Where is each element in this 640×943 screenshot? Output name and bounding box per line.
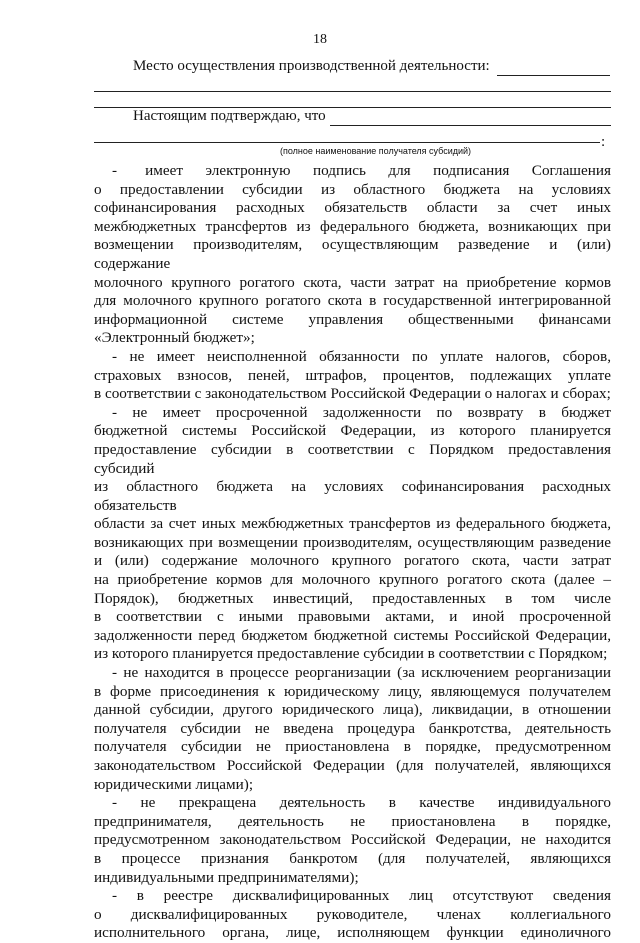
text-line: данной субсидии, другого юридического лица), ликвидации, в отношении	[94, 701, 611, 719]
text-line: исполнительного органа, лице, исполняющем функции единоличного	[94, 924, 611, 942]
text-line: получателя субсидии не приостановлена в порядке, предусмотренном	[94, 738, 611, 756]
recipient-field-line-2	[94, 142, 600, 143]
text-line: возникающих при возмещении производителям, осуществляющим разведение	[94, 533, 611, 551]
place-field-line-2	[94, 91, 611, 92]
recipient-field-line	[330, 125, 611, 126]
text-line: в соответствии с иными правовыми актами, и иной просроченной	[94, 608, 611, 626]
text-line: о предоставлении субсидии из областного бюджета на условиях	[94, 180, 611, 198]
text-line: предусмотренном законодательством Российской Федерации, не находится	[94, 831, 611, 849]
text-line: молочного крупного рогатого скота, части затрат на приобретение кормов	[94, 273, 611, 291]
text-line: в форме присоединения к юридическому лицу, являющемуся получателем	[94, 682, 611, 700]
text-line: - не находится в процессе реорганизации (за исключением реорганизации	[112, 664, 611, 682]
text-line: области за счет иных межбюджетных трансфертов из федерального бюджета,	[94, 515, 611, 533]
text-line: - в реестре дисквалифицированных лиц отсутствуют сведения	[112, 887, 611, 905]
text-line: юридическими лицами);	[94, 775, 254, 793]
text-line: в процессе признания банкротом (для получателей, являющихся	[94, 849, 611, 867]
text-line: законодательством Российской Федерации (для получателей, являющихся	[94, 757, 611, 774]
recipient-caption: (полное наименование получателя субсидий)	[280, 146, 472, 156]
text-line: индивидуальными предпринимателями);	[94, 868, 359, 886]
text-line: для молочного крупного рогатого скота в государственной интегрированной	[94, 292, 611, 310]
text-line: Порядок), бюджетных инвестиций, предоставленных в том числе	[94, 589, 611, 607]
text-line: - имеет электронную подпись для подписания Соглашения	[112, 162, 611, 179]
text-line: на приобретение кормов для молочного крупного рогатого скота (далее –	[94, 571, 611, 589]
text-line: - не прекращена деятельность в качестве индивидуального	[112, 794, 611, 812]
text-line: межбюджетных трансфертов из федерального бюджета, возникающих при	[94, 217, 611, 235]
text-line: - не имеет неисполненной обязанности по уплате налогов, сборов,	[112, 347, 611, 365]
text-line: и (или) содержание молочного крупного рогатого скота, части затрат	[94, 552, 611, 570]
text-line: софинансирования расходных обязательств области за счет иных	[94, 199, 611, 217]
place-field-line	[497, 75, 610, 76]
text-line: бюджетной системы Российской Федерации, из которого планируется	[94, 422, 611, 440]
text-line: страховых взносов, пеней, штрафов, процентов, подлежащих уплате	[94, 366, 611, 384]
text-line: предоставление субсидии в соответствии с Порядком предоставления субсидий	[94, 440, 611, 477]
text-line: информационной системе управления общественными финансами	[94, 310, 611, 328]
text-line: о дисквалифицированных руководителе, членах коллегиального	[94, 905, 611, 923]
text-line: из областного бюджета на условиях софинансирования расходных обязательств	[94, 478, 611, 514]
text-line: задолженности перед бюджетом бюджетной системы Российской Федерации,	[94, 626, 611, 644]
confirm-label: Настоящим подтверждаю, что	[133, 108, 326, 124]
place-label: Место осуществления производственной деятельности:	[133, 58, 490, 74]
text-line: получателя субсидии не введена процедура банкротства, деятельность	[94, 719, 611, 737]
colon-mark: :	[601, 134, 606, 150]
declaration-text	[94, 162, 611, 943]
text-line: возмещении производителям, осуществляющим разведение и (или) содержание	[94, 236, 611, 272]
page-number: 18	[313, 32, 327, 47]
text-line: в соответствии с законодательством Российской Федерации о налогах и сборах;	[94, 385, 611, 403]
text-line: - не имеет просроченной задолженности по возврату в бюджет	[112, 403, 611, 421]
text-line: «Электронный бюджет»;	[94, 329, 255, 347]
text-line: из которого планируется предоставление субсидии в соответствии с Порядком;	[94, 645, 608, 663]
text-line: предпринимателя, деятельность не приостановлена в порядке,	[94, 812, 611, 830]
